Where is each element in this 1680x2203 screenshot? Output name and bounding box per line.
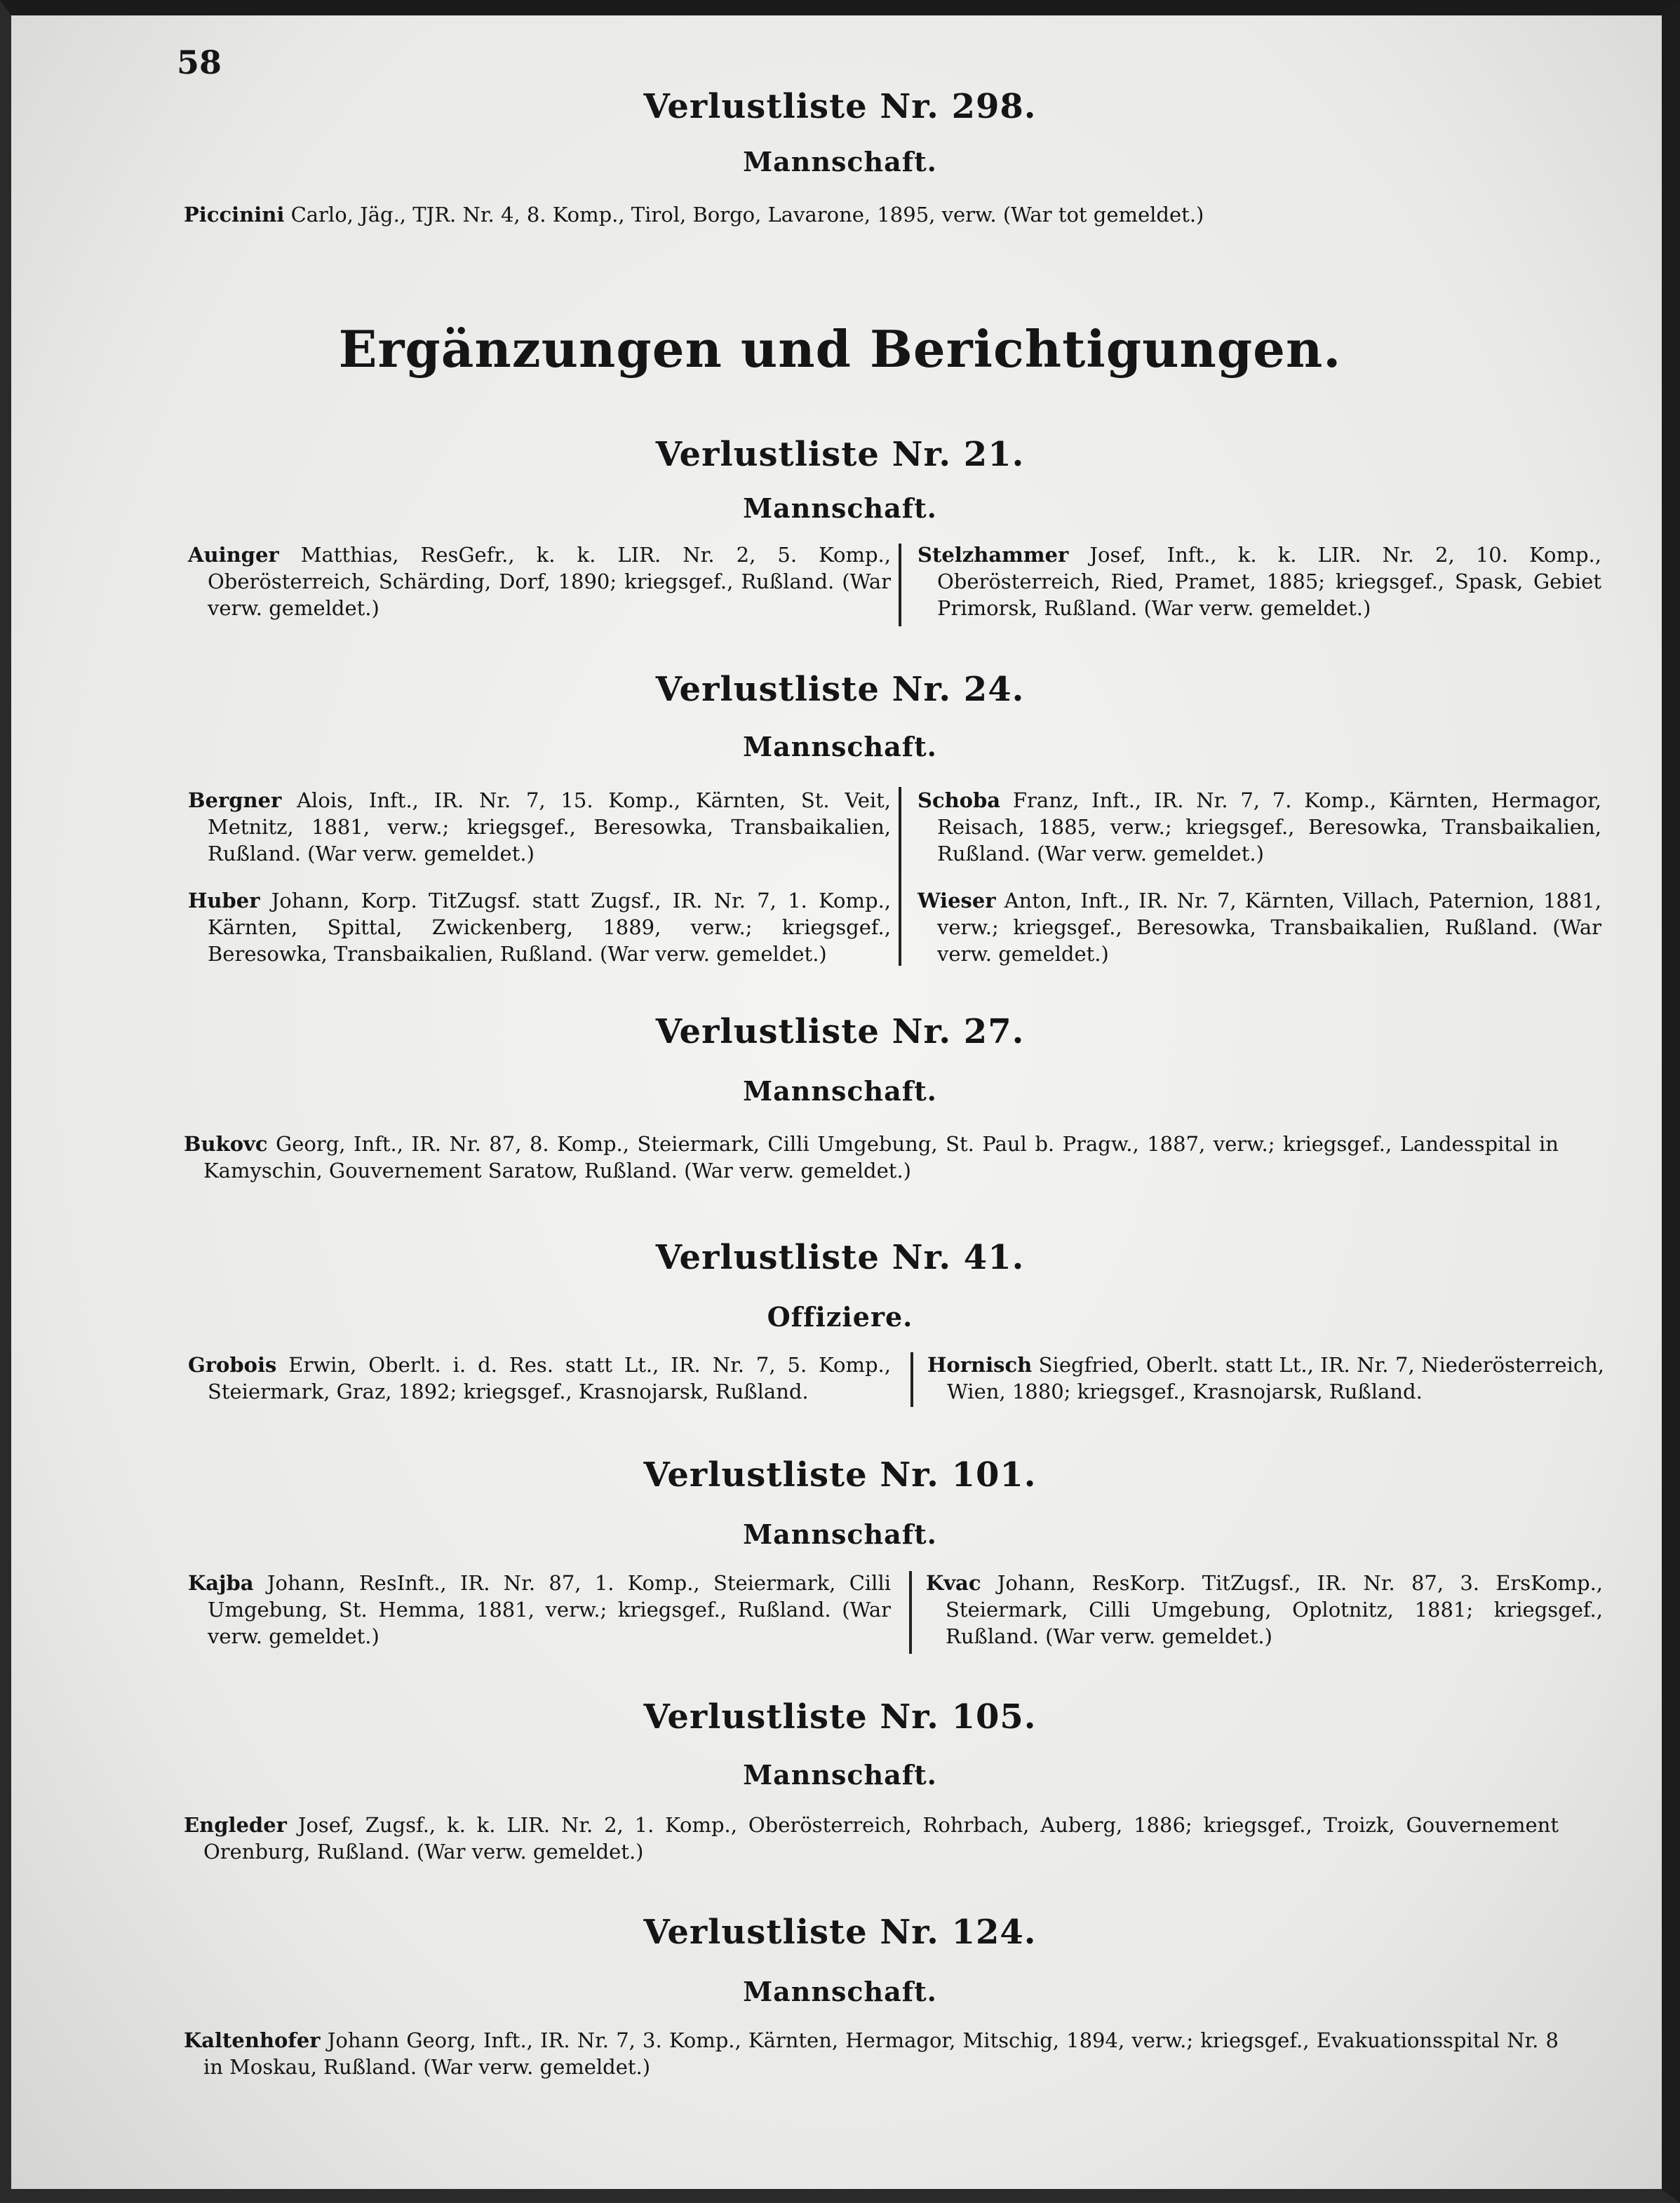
section-subtitle: Offiziere. <box>767 1301 913 1333</box>
entry-text: Josef, Inft., k. k. LIR. Nr. 2, 10. Komp., Oberösterreich, Ried, Pramet, 1885; kriegsgef., Spask, Gebiet Primorsk, Rußland. (War verw. gemeldet.) <box>937 543 1601 620</box>
entry-text: Matthias, ResGefr., k. k. LIR. Nr. 2, 5. Komp., Oberösterreich, Schärding, Dorf, 1890; kriegsgef., Rußland. (War verw. gemeldet.) <box>208 543 891 620</box>
section-title: Verlustliste Nr. 298. <box>643 87 1037 126</box>
list-entry <box>918 541 1601 621</box>
entry-text: Johann, ResInft., IR. Nr. 87, 1. Komp., Steiermark, Cilli Umgebung, St. Hemma, 1881, verw.; kriegsgef., Rußland. (War verw. gemeldet.) <box>208 1571 891 1648</box>
entry-text: Johann, ResKorp. TitZugsf., IR. Nr. 87, 3. ErsKomp., Steiermark, Cilli Umgebung, Oplotnitz, 1881; kriegsgef., Rußland. (War verw. gemeldet.) <box>946 1571 1603 1648</box>
entry-text: Franz, Inft., IR. Nr. 7, 7. Komp., Kärnten, Hermagor, Reisach, 1885, verw.; kriegsgef., Beresowka, Transbaikalien, Rußland. (War verw. gemeldet.) <box>937 788 1601 865</box>
entry-text: Anton, Inft., IR. Nr. 7, Kärnten, Villach, Paternion, 1881, verw.; kriegsgef., Beresowka, Transbaikalien, Rußland. (War verw. gemeldet.) <box>937 889 1601 966</box>
list-entry <box>188 541 891 621</box>
entry-name: Kvac <box>926 1571 981 1595</box>
section-subtitle: Mannschaft. <box>743 1518 937 1550</box>
list-entry <box>184 1812 1559 1865</box>
entry-text: Erwin, Oberlt. i. d. Res. statt Lt., IR. Nr. 7, 5. Komp., Steiermark, Graz, 1892; kriegsgef., Krasnojarsk, Rußland. <box>208 1353 891 1403</box>
entry-name: Auinger <box>188 543 279 567</box>
list-entry <box>927 1352 1604 1405</box>
entry-text: Johann, Korp. TitZugsf. statt Zugsf., IR. Nr. 7, 1. Komp., Kärnten, Spittal, Zwickenberg, 1889, verw.; kriegsgef., Beresowka, Transbaikalien, Rußland. (War verw. gemeldet.) <box>208 889 891 966</box>
entry-name: Kaltenhofer <box>184 2028 321 2052</box>
entry-name: Schoba <box>918 788 1001 812</box>
column-divider <box>899 787 901 966</box>
section-subtitle: Mannschaft. <box>743 1759 937 1791</box>
entry-text: Johann Georg, Inft., IR. Nr. 7, 3. Komp., Kärnten, Hermagor, Mitschig, 1894, verw.; kriegsgef., Evakuationsspital Nr. 8 in Moskau, Rußland. (War verw. gemeldet.) <box>203 2028 1559 2079</box>
section-title: Verlustliste Nr. 41. <box>655 1238 1025 1277</box>
list-entry <box>188 887 891 967</box>
list-entry <box>918 787 1601 867</box>
column-divider <box>909 1571 912 1654</box>
entry-name: Engleder <box>184 1813 287 1837</box>
page-title: Ergänzungen und Berichtigungen. <box>338 319 1342 379</box>
page-number: 58 <box>177 43 222 81</box>
section-title: Verlustliste Nr. 27. <box>655 1012 1025 1051</box>
list-entry <box>188 1352 891 1405</box>
section-subtitle: Mannschaft. <box>743 1976 937 2007</box>
list-entry <box>188 1570 891 1650</box>
section-title: Verlustliste Nr. 21. <box>655 435 1025 474</box>
entry-name: Stelzhammer <box>918 543 1069 567</box>
section-subtitle: Mannschaft. <box>743 492 937 524</box>
list-entry <box>188 787 891 867</box>
section-title: Verlustliste Nr. 24. <box>655 670 1025 709</box>
list-entry <box>918 887 1601 967</box>
section-subtitle: Mannschaft. <box>743 731 937 762</box>
entry-name: Bergner <box>188 788 282 812</box>
list-entry <box>184 2027 1559 2080</box>
entry-name: Wieser <box>918 889 996 912</box>
entry-text: Carlo, Jäg., TJR. Nr. 4, 8. Komp., Tirol, Borgo, Lavarone, 1895, verw. (War tot gemeldet.) <box>284 203 1204 227</box>
section-title: Verlustliste Nr. 105. <box>643 1697 1037 1737</box>
entry-text: Alois, Inft., IR. Nr. 7, 15. Komp., Kärnten, St. Veit, Metnitz, 1881, verw.; kriegsgef., Beresowka, Transbaikalien, Rußland. (War verw. gemeldet.) <box>208 788 891 865</box>
entry-name: Huber <box>188 889 260 912</box>
entry-text: Georg, Inft., IR. Nr. 87, 8. Komp., Steiermark, Cilli Umgebung, St. Paul b. Pragw., 1887, verw.; kriegsgef., Landesspital in Kamyschin, Gouvernement Saratow, Rußland. (War verw. gemeldet.) <box>203 1132 1559 1183</box>
column-divider <box>899 544 901 626</box>
section-subtitle: Mannschaft. <box>743 146 937 177</box>
column-divider <box>910 1352 913 1407</box>
entry-name: Grobois <box>188 1353 277 1377</box>
list-entry <box>184 201 1559 228</box>
list-entry <box>926 1570 1603 1650</box>
list-entry <box>184 1131 1559 1184</box>
entry-text: Siegfried, Oberlt. statt Lt., IR. Nr. 7, Niederösterreich, Wien, 1880; kriegsgef., Krasnojarsk, Rußland. <box>947 1353 1604 1403</box>
entry-name: Piccinini <box>184 203 285 227</box>
entry-text: Josef, Zugsf., k. k. LIR. Nr. 2, 1. Komp., Oberösterreich, Rohrbach, Auberg, 1886; kriegsgef., Troizk, Gouvernement Orenburg, Rußland. (War verw. gemeldet.) <box>203 1813 1559 1864</box>
section-title: Verlustliste Nr. 124. <box>643 1913 1037 1952</box>
entry-name: Bukovc <box>184 1132 268 1156</box>
section-title: Verlustliste Nr. 101. <box>643 1455 1037 1495</box>
section-subtitle: Mannschaft. <box>743 1075 937 1107</box>
entry-name: Hornisch <box>927 1353 1033 1377</box>
entry-name: Kajba <box>188 1571 254 1595</box>
